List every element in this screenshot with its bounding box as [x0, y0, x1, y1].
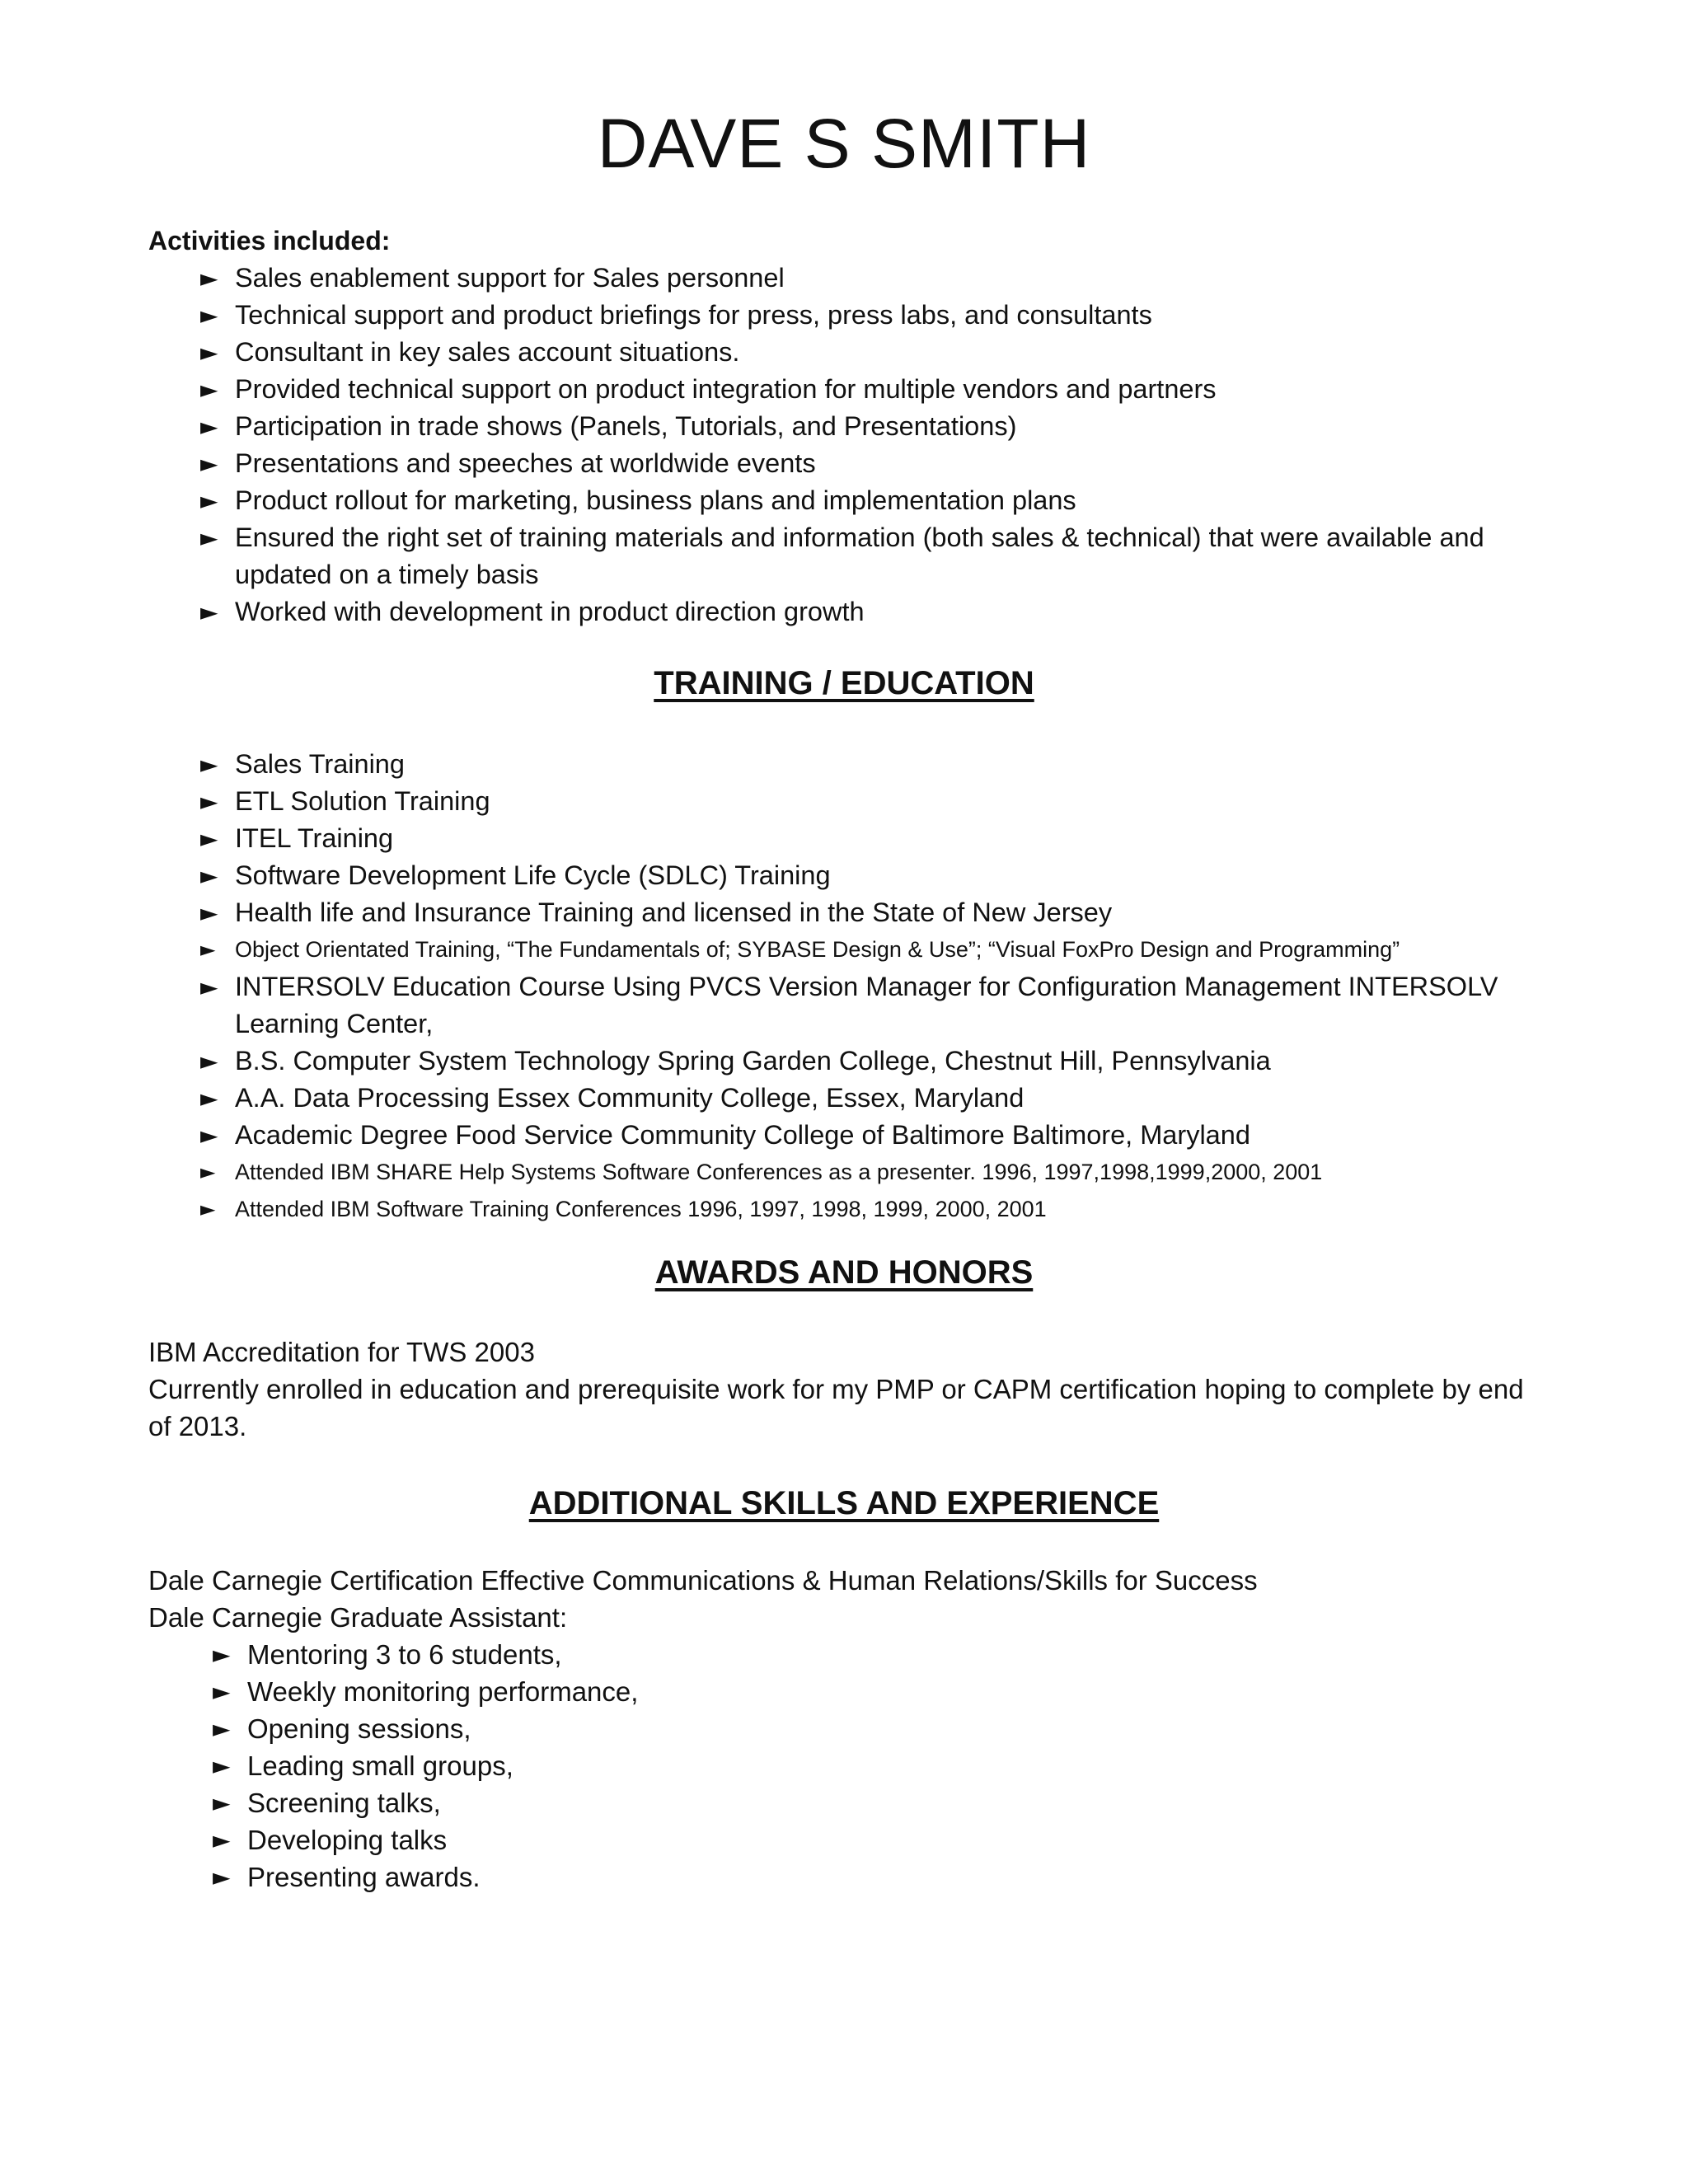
list-item	[200, 1080, 1536, 1117]
skill-text: Developing talks	[247, 1825, 448, 1855]
list-item	[213, 1821, 1202, 1858]
list-item	[200, 857, 1536, 894]
bullet-arrow-icon: ►	[200, 899, 218, 926]
list-item	[200, 408, 1536, 445]
bullet-arrow-icon: ►	[213, 1789, 231, 1816]
training-text: Attended IBM SHARE Help Systems Software Conferences as a presenter. 1996, 1997,1998,1999,2000, 2001	[235, 1160, 1323, 1184]
training-text: Health life and Insurance Training and licensed in the State of New Jersey	[235, 898, 1113, 927]
bullet-arrow-icon: ►	[200, 450, 218, 477]
training-text: Attended IBM Software Training Conferences 1996, 1997, 1998, 1999, 2000, 2001	[235, 1197, 1047, 1221]
list-item	[200, 968, 1536, 1043]
training-text: ITEL Training	[235, 823, 394, 853]
training-text: Academic Degree Food Service Community College of Baltimore Baltimore, Maryland	[235, 1120, 1250, 1150]
training-text: Sales Training	[235, 749, 405, 779]
list-item	[213, 1673, 1202, 1710]
activities-list	[200, 260, 1536, 630]
list-item	[213, 1636, 1202, 1673]
bullet-arrow-icon: ►	[200, 302, 218, 329]
candidate-name: DAVE S SMITH	[597, 105, 1091, 182]
bullet-arrow-icon: ►	[200, 825, 218, 852]
bullet-arrow-icon: ►	[213, 1826, 231, 1854]
skill-text: Mentoring 3 to 6 students,	[247, 1639, 562, 1670]
skill-text: Opening sessions,	[247, 1713, 471, 1744]
training-text: Object Orientated Training, “The Fundamentals of; SYBASE Design & Use”; “Visual FoxPro Design and Programming”	[235, 937, 1400, 962]
training-text: A.A. Data Processing Essex Community College, Essex, Maryland	[235, 1083, 1025, 1113]
list-item	[200, 1191, 1536, 1228]
skill-line: Dale Carnegie Certification Effective Communications & Human Relations/Skills for Success	[148, 1565, 1258, 1596]
list-item	[213, 1784, 1202, 1821]
list-item	[200, 482, 1536, 519]
bullet-arrow-icon: ►	[200, 1197, 216, 1221]
activities-label: Activities included:	[148, 226, 391, 255]
bullet-arrow-icon: ►	[200, 598, 218, 626]
bullet-arrow-icon: ►	[200, 413, 218, 440]
training-list	[200, 746, 1536, 1228]
activity-text: Participation in trade shows (Panels, Tutorials, and Presentations)	[235, 411, 1017, 441]
awards-block	[148, 1333, 1550, 1445]
list-item	[200, 820, 1536, 857]
award-line: IBM Accreditation for TWS 2003	[148, 1337, 535, 1367]
list-item	[200, 1043, 1536, 1080]
skill-text: Leading small groups,	[247, 1750, 513, 1781]
list-item	[200, 334, 1536, 371]
training-text: ETL Solution Training	[235, 786, 490, 816]
bullet-arrow-icon: ►	[213, 1715, 231, 1742]
award-line: Currently enrolled in education and prerequisite work for my PMP or CAPM certification hoping to complete by end of 2013.	[148, 1374, 1524, 1441]
bullet-arrow-icon: ►	[213, 1641, 231, 1668]
activity-text: Presentations and speeches at worldwide events	[235, 448, 816, 478]
list-item	[200, 1154, 1536, 1191]
skill-text: Presenting awards.	[247, 1862, 481, 1892]
list-item	[213, 1710, 1202, 1747]
bullet-arrow-icon: ►	[200, 339, 218, 366]
skills-heading: ADDITIONAL SKILLS AND EXPERIENCE	[528, 1485, 1160, 1521]
skills-block	[148, 1562, 1550, 1636]
skills-list	[213, 1636, 1202, 1896]
bullet-arrow-icon: ►	[200, 487, 218, 514]
bullet-arrow-icon: ►	[200, 1160, 216, 1183]
list-item	[200, 371, 1536, 408]
list-item	[200, 1117, 1536, 1154]
activity-text: Ensured the right set of training materials and information (both sales & technical) that were available and updated on a timely basis	[235, 523, 1484, 589]
bullet-arrow-icon: ►	[213, 1678, 231, 1705]
training-heading: TRAINING / EDUCATION	[654, 665, 1034, 701]
skill-line: Dale Carnegie Graduate Assistant:	[148, 1602, 568, 1633]
bullet-arrow-icon: ►	[200, 1047, 218, 1075]
skill-text: Weekly monitoring performance,	[247, 1676, 639, 1707]
activity-text: Worked with development in product direction growth	[235, 597, 865, 626]
list-item	[200, 519, 1536, 593]
activity-text: Technical support and product briefings for press, press labs, and consultants	[235, 300, 1152, 330]
list-item	[200, 931, 1536, 968]
list-item	[200, 783, 1536, 820]
bullet-arrow-icon: ►	[200, 1122, 218, 1149]
list-item	[200, 593, 1536, 630]
bullet-arrow-icon: ►	[200, 973, 218, 1001]
list-item	[200, 746, 1536, 783]
bullet-arrow-icon: ►	[213, 1752, 231, 1779]
bullet-arrow-icon: ►	[200, 751, 218, 778]
awards-heading: AWARDS AND HONORS	[654, 1254, 1034, 1291]
activity-text: Sales enablement support for Sales personnel	[235, 263, 785, 293]
list-item	[213, 1858, 1202, 1896]
list-item	[200, 297, 1536, 334]
bullet-arrow-icon: ►	[200, 265, 218, 292]
activity-text: Provided technical support on product integration for multiple vendors and partners	[235, 374, 1217, 404]
bullet-arrow-icon: ►	[200, 376, 218, 403]
bullet-arrow-icon: ►	[200, 524, 218, 551]
skill-text: Screening talks,	[247, 1788, 441, 1818]
bullet-arrow-icon: ►	[200, 788, 218, 815]
training-text: Software Development Life Cycle (SDLC) Training	[235, 860, 831, 890]
bullet-arrow-icon: ►	[200, 862, 218, 889]
activity-text: Consultant in key sales account situations.	[235, 337, 740, 367]
training-text: B.S. Computer System Technology Spring Garden College, Chestnut Hill, Pennsylvania	[235, 1046, 1271, 1076]
activity-text: Product rollout for marketing, business plans and implementation plans	[235, 485, 1076, 515]
bullet-arrow-icon: ►	[200, 938, 216, 961]
bullet-arrow-icon: ►	[200, 1085, 218, 1112]
list-item	[213, 1747, 1202, 1784]
bullet-arrow-icon: ►	[213, 1863, 231, 1891]
list-item	[200, 445, 1536, 482]
list-item	[200, 894, 1536, 931]
training-text: INTERSOLV Education Course Using PVCS Version Manager for Configuration Management INTERSOLV Learning Center,	[235, 972, 1498, 1038]
list-item	[200, 260, 1536, 297]
